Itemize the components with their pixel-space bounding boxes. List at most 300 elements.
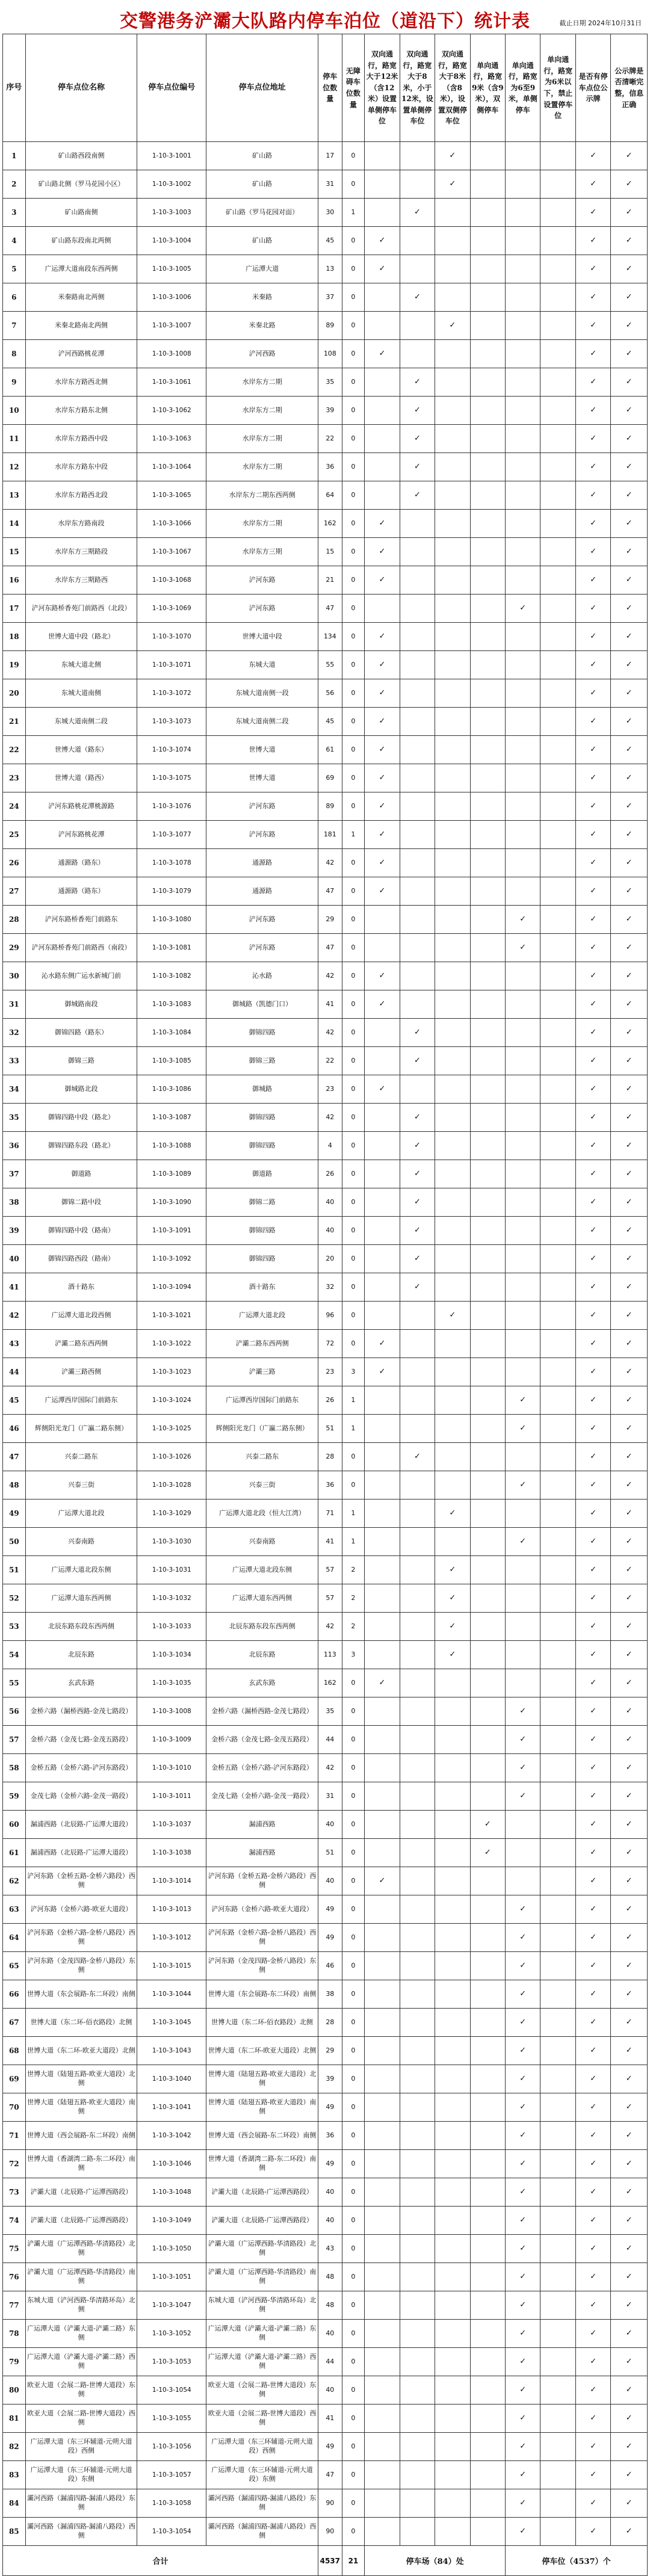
row-check-2 (400, 312, 435, 340)
row-name: 水岸东方路西北段 (25, 481, 137, 510)
row-check-5 (506, 821, 540, 849)
row-code: 1-10-3-1055 (137, 2405, 206, 2433)
row-name: 通源路（路东） (25, 877, 137, 906)
row-check-4 (470, 425, 505, 453)
row-check-4: ✓ (470, 1839, 505, 1867)
row-check-5 (506, 1132, 540, 1160)
row-count: 41 (318, 2405, 342, 2433)
row-name: 水岸东方路东北侧 (25, 397, 137, 425)
table-row (3, 821, 648, 849)
row-check-5 (506, 227, 540, 255)
row-check-5 (506, 453, 540, 481)
row-check-4 (470, 1641, 505, 1669)
row-check-3 (435, 736, 470, 764)
deadline-date: 截止日期 2024年10月31日 (559, 19, 642, 27)
row-address: 浐河东路（金桥五路-金桥六路段）西侧 (206, 1867, 318, 1895)
row-address: 金桥六路（金茂七路-金茂五路段） (206, 1726, 318, 1754)
row-name: 御锦四路中段（路南） (25, 1217, 137, 1245)
row-address: 世博大道（东二环-欧亚大道段）北侧 (206, 2037, 318, 2065)
row-check-8: ✓ (611, 2065, 648, 2093)
row-check-7: ✓ (575, 340, 610, 368)
row-check-1: ✓ (365, 255, 400, 283)
row-no: 38 (3, 1188, 26, 1217)
row-code: 1-10-3-1050 (137, 2235, 206, 2263)
row-name: 御锦四路西段（路南） (25, 1245, 137, 1273)
row-code: 1-10-3-1023 (137, 1358, 206, 1386)
row-check-6 (540, 2009, 575, 2037)
table-row (3, 1952, 648, 1980)
row-check-2 (400, 340, 435, 368)
row-code: 1-10-3-1092 (137, 1245, 206, 1273)
row-check-6 (540, 651, 575, 679)
row-name: 御城路南段 (25, 990, 137, 1019)
row-check-1 (365, 1952, 400, 1980)
row-accessible: 0 (342, 510, 365, 538)
table-row (3, 1924, 648, 1952)
row-check-6 (540, 1217, 575, 1245)
row-count: 69 (318, 764, 342, 792)
row-count: 31 (318, 1782, 342, 1811)
row-count: 29 (318, 2037, 342, 2065)
row-code: 1-10-3-1080 (137, 906, 206, 934)
row-check-7: ✓ (575, 2178, 610, 2207)
row-count: 42 (318, 849, 342, 877)
row-check-5: ✓ (506, 2009, 540, 2037)
row-name: 浐河东路桃花潭桃源路 (25, 792, 137, 821)
row-code: 1-10-3-1091 (137, 1217, 206, 1245)
row-no: 71 (3, 2122, 26, 2150)
row-check-3: ✓ (435, 1302, 470, 1330)
row-count: 38 (318, 1980, 342, 2009)
row-check-3 (435, 425, 470, 453)
row-check-2 (400, 2178, 435, 2207)
row-check-2 (400, 142, 435, 170)
row-count: 49 (318, 1895, 342, 1924)
row-check-6 (540, 255, 575, 283)
row-name: 通源路（路东） (25, 849, 137, 877)
row-check-1 (365, 1132, 400, 1160)
row-check-8: ✓ (611, 283, 648, 312)
summary-lots: 停车场（84）处 (365, 2546, 506, 2576)
table-row (3, 1415, 648, 1443)
row-check-6 (540, 1839, 575, 1867)
row-accessible: 0 (342, 1302, 365, 1330)
row-check-2 (400, 962, 435, 990)
row-code: 1-10-3-1090 (137, 1188, 206, 1217)
row-check-2 (400, 1754, 435, 1782)
row-address: 广运潭大道 (206, 255, 318, 283)
row-check-2: ✓ (400, 453, 435, 481)
row-check-1: ✓ (365, 340, 400, 368)
row-check-8: ✓ (611, 1330, 648, 1358)
row-address: 御城路 (206, 1075, 318, 1104)
row-address: 兴泰南路 (206, 1528, 318, 1556)
row-name: 广运潭大道北段 (25, 1500, 137, 1528)
row-no: 8 (3, 340, 26, 368)
row-accessible: 2 (342, 1556, 365, 1584)
table-row (3, 1613, 648, 1641)
row-check-2 (400, 1584, 435, 1613)
row-check-1 (365, 1613, 400, 1641)
row-check-1 (365, 1895, 400, 1924)
row-no: 62 (3, 1867, 26, 1895)
row-check-7: ✓ (575, 425, 610, 453)
row-check-3 (435, 566, 470, 595)
row-check-6 (540, 1528, 575, 1556)
row-no: 61 (3, 1839, 26, 1867)
row-count: 44 (318, 1726, 342, 1754)
row-check-7: ✓ (575, 1047, 610, 1075)
row-no: 63 (3, 1895, 26, 1924)
row-name: 水岸东方三期路西 (25, 566, 137, 595)
row-check-7: ✓ (575, 2093, 610, 2122)
row-no: 3 (3, 199, 26, 227)
row-name: 浐灞大道（北辰路-广运潭西路段） (25, 2207, 137, 2235)
table-row (3, 764, 648, 792)
row-check-1 (365, 1754, 400, 1782)
row-accessible: 0 (342, 2376, 365, 2405)
row-check-5 (506, 170, 540, 199)
row-check-1 (365, 1273, 400, 1302)
row-no: 12 (3, 453, 26, 481)
row-no: 67 (3, 2009, 26, 2037)
row-check-2 (400, 2291, 435, 2320)
row-no: 30 (3, 962, 26, 990)
row-check-7: ✓ (575, 2291, 610, 2320)
row-address: 金桥五路（金桥六路-浐河东路段） (206, 1754, 318, 1782)
row-check-5: ✓ (506, 2263, 540, 2291)
row-code: 1-10-3-1035 (137, 1669, 206, 1697)
row-check-1: ✓ (365, 538, 400, 566)
table-row (3, 2178, 648, 2207)
row-check-4 (470, 1415, 505, 1443)
row-no: 32 (3, 1019, 26, 1047)
row-check-5: ✓ (506, 2093, 540, 2122)
row-count: 32 (318, 1273, 342, 1302)
header-rule-3: 双向通行，路宽大于8米（含8米），设置双侧停车位 (435, 34, 470, 142)
row-check-5: ✓ (506, 2489, 540, 2518)
row-check-8: ✓ (611, 1924, 648, 1952)
row-check-2 (400, 1386, 435, 1415)
row-check-8: ✓ (611, 962, 648, 990)
table-row (3, 1217, 648, 1245)
row-check-8: ✓ (611, 906, 648, 934)
row-count: 23 (318, 1358, 342, 1386)
row-check-1 (365, 1245, 400, 1273)
row-check-1 (365, 2376, 400, 2405)
row-check-8: ✓ (611, 1613, 648, 1641)
row-count: 47 (318, 934, 342, 962)
row-no: 79 (3, 2348, 26, 2376)
row-count: 40 (318, 1867, 342, 1895)
row-check-1 (365, 1104, 400, 1132)
row-count: 57 (318, 1556, 342, 1584)
row-check-5 (506, 623, 540, 651)
row-check-4 (470, 2433, 505, 2461)
row-check-5 (506, 877, 540, 906)
row-name: 浐灞二路东西两侧 (25, 1330, 137, 1358)
row-check-8: ✓ (611, 651, 648, 679)
row-check-1: ✓ (365, 821, 400, 849)
row-count: 30 (318, 199, 342, 227)
row-no: 42 (3, 1302, 26, 1330)
row-count: 89 (318, 312, 342, 340)
row-check-6 (540, 736, 575, 764)
row-check-6 (540, 764, 575, 792)
row-check-2 (400, 877, 435, 906)
row-check-6 (540, 312, 575, 340)
row-check-1 (365, 2065, 400, 2093)
row-check-1 (365, 934, 400, 962)
row-name: 欧亚大道（会展二路-世博大道段）西侧 (25, 2405, 137, 2433)
header-rule-5: 单向通行，路宽为6至9米，单侧停车 (506, 34, 540, 142)
row-check-7: ✓ (575, 1500, 610, 1528)
row-code: 1-10-3-1038 (137, 1839, 206, 1867)
row-check-6 (540, 340, 575, 368)
row-check-7: ✓ (575, 2009, 610, 2037)
row-check-3 (435, 2178, 470, 2207)
row-code: 1-10-3-1063 (137, 425, 206, 453)
row-count: 22 (318, 425, 342, 453)
row-check-5 (506, 510, 540, 538)
row-check-2: ✓ (400, 1245, 435, 1273)
row-name: 浐河东路桥香苑门前路东 (25, 906, 137, 934)
row-check-1 (365, 1188, 400, 1217)
row-check-5: ✓ (506, 1782, 540, 1811)
row-check-7: ✓ (575, 1697, 610, 1726)
header-row (3, 34, 648, 142)
row-check-4 (470, 1528, 505, 1556)
row-name: 矿山路南侧 (25, 199, 137, 227)
table-row (3, 1839, 648, 1867)
row-check-3 (435, 1245, 470, 1273)
row-count: 162 (318, 1669, 342, 1697)
row-count: 36 (318, 453, 342, 481)
row-count: 49 (318, 2093, 342, 2122)
row-check-8: ✓ (611, 792, 648, 821)
header-rule-2: 双向通行，路宽大于8米，小于12米，设置单侧停车位 (400, 34, 435, 142)
row-check-4 (470, 397, 505, 425)
row-check-3 (435, 934, 470, 962)
row-check-3 (435, 906, 470, 934)
row-check-8: ✓ (611, 2037, 648, 2065)
row-accessible: 0 (342, 2433, 365, 2461)
row-check-4 (470, 1358, 505, 1386)
row-check-7: ✓ (575, 2461, 610, 2489)
row-name: 广运潭大道北段东侧 (25, 1556, 137, 1584)
table-row (3, 170, 648, 199)
row-check-8: ✓ (611, 1669, 648, 1697)
row-no: 14 (3, 510, 26, 538)
row-accessible: 0 (342, 990, 365, 1019)
row-check-4 (470, 566, 505, 595)
row-check-4 (470, 1075, 505, 1104)
row-check-6 (540, 1697, 575, 1726)
row-check-1 (365, 283, 400, 312)
row-check-8: ✓ (611, 510, 648, 538)
row-no: 57 (3, 1726, 26, 1754)
row-accessible: 0 (342, 368, 365, 397)
row-check-4 (470, 1217, 505, 1245)
row-code: 1-10-3-1086 (137, 1075, 206, 1104)
row-address: 广运潭大道北段东侧 (206, 1556, 318, 1584)
row-address: 广运潭西岸国际门前路东 (206, 1386, 318, 1415)
row-check-1: ✓ (365, 990, 400, 1019)
row-check-2 (400, 2037, 435, 2065)
row-name: 世博大道中段（路北） (25, 623, 137, 651)
table-row (3, 425, 648, 453)
row-check-4 (470, 1160, 505, 1188)
row-check-7: ✓ (575, 906, 610, 934)
row-name: 灞河西路（漏浦四路-漏浦八路段）西侧 (25, 2518, 137, 2546)
row-code: 1-10-3-1004 (137, 227, 206, 255)
row-check-2 (400, 227, 435, 255)
row-check-8: ✓ (611, 1075, 648, 1104)
table-row (3, 566, 648, 595)
row-check-2 (400, 2065, 435, 2093)
row-check-6 (540, 566, 575, 595)
row-check-1: ✓ (365, 764, 400, 792)
row-code: 1-10-3-1049 (137, 2207, 206, 2235)
row-check-8: ✓ (611, 1358, 648, 1386)
row-accessible: 0 (342, 2518, 365, 2546)
row-check-1 (365, 1528, 400, 1556)
row-address: 灞河西路（漏浦四路-漏浦八路段）西侧 (206, 2518, 318, 2546)
row-address: 水岸东方二期东西两侧 (206, 481, 318, 510)
row-check-4 (470, 1584, 505, 1613)
row-address: 浐河东路 (206, 566, 318, 595)
row-no: 76 (3, 2263, 26, 2291)
row-address: 广运潭大道（浐灞大道-浐灞二路）西侧 (206, 2348, 318, 2376)
row-no: 70 (3, 2093, 26, 2122)
row-code: 1-10-3-1044 (137, 1980, 206, 2009)
row-check-5: ✓ (506, 2320, 540, 2348)
row-code: 1-10-3-1054 (137, 2518, 206, 2546)
row-check-6 (540, 1613, 575, 1641)
row-check-6 (540, 1245, 575, 1273)
row-check-8: ✓ (611, 1782, 648, 1811)
row-accessible: 0 (342, 764, 365, 792)
row-count: 47 (318, 595, 342, 623)
row-check-1: ✓ (365, 623, 400, 651)
row-accessible: 0 (342, 2065, 365, 2093)
row-check-8: ✓ (611, 2320, 648, 2348)
row-accessible: 0 (342, 2320, 365, 2348)
row-check-1 (365, 2093, 400, 2122)
row-count: 45 (318, 227, 342, 255)
row-address: 世博大道（香湖湾二路-东二环段）南侧 (206, 2150, 318, 2178)
row-check-2: ✓ (400, 1188, 435, 1217)
row-address: 兴泰二路东 (206, 1443, 318, 1471)
row-check-3 (435, 2009, 470, 2037)
row-check-3 (435, 481, 470, 510)
row-no: 69 (3, 2065, 26, 2093)
row-check-6 (540, 1754, 575, 1782)
row-code: 1-10-3-1057 (137, 2461, 206, 2489)
table-row (3, 2489, 648, 2518)
row-check-7: ✓ (575, 962, 610, 990)
table-row (3, 1726, 648, 1754)
row-check-8: ✓ (611, 595, 648, 623)
row-no: 46 (3, 1415, 26, 1443)
row-check-6 (540, 1386, 575, 1415)
header-no: 序号 (3, 34, 26, 142)
row-check-3 (435, 453, 470, 481)
row-accessible: 0 (342, 1132, 365, 1160)
row-check-2 (400, 1302, 435, 1330)
row-address: 御道路 (206, 1160, 318, 1188)
row-count: 64 (318, 481, 342, 510)
row-check-6 (540, 2433, 575, 2461)
row-check-1 (365, 312, 400, 340)
row-check-3: ✓ (435, 142, 470, 170)
row-check-7: ✓ (575, 651, 610, 679)
row-accessible: 0 (342, 651, 365, 679)
row-check-3: ✓ (435, 1641, 470, 1669)
row-check-7: ✓ (575, 990, 610, 1019)
row-address: 矿山路 (206, 227, 318, 255)
row-accessible: 0 (342, 1104, 365, 1132)
row-code: 1-10-3-1089 (137, 1160, 206, 1188)
row-accessible: 0 (342, 1188, 365, 1217)
row-count: 41 (318, 1528, 342, 1556)
row-check-3 (435, 1358, 470, 1386)
table-row (3, 2518, 648, 2546)
row-accessible: 0 (342, 2235, 365, 2263)
row-address: 世博大道（陆翅五路-欧亚大道段）南侧 (206, 2093, 318, 2122)
row-check-3 (435, 764, 470, 792)
row-count: 51 (318, 1415, 342, 1443)
row-check-1 (365, 1160, 400, 1188)
row-check-5 (506, 764, 540, 792)
row-check-7: ✓ (575, 510, 610, 538)
row-check-1: ✓ (365, 736, 400, 764)
row-no: 9 (3, 368, 26, 397)
row-count: 44 (318, 2348, 342, 2376)
row-check-8: ✓ (611, 623, 648, 651)
row-count: 37 (318, 283, 342, 312)
row-check-5: ✓ (506, 2235, 540, 2263)
row-code: 1-10-3-1048 (137, 2178, 206, 2207)
row-name: 浐河东路桥香苑门前路西（北段） (25, 595, 137, 623)
row-check-5: ✓ (506, 2037, 540, 2065)
row-accessible: 0 (342, 340, 365, 368)
row-code: 1-10-3-1074 (137, 736, 206, 764)
header-name: 停车点位名称 (25, 34, 137, 142)
row-check-1: ✓ (365, 679, 400, 708)
row-address: 东城大道南侧二段 (206, 708, 318, 736)
row-check-7: ✓ (575, 1584, 610, 1613)
row-check-5 (506, 1839, 540, 1867)
row-name: 世博大道（香湖湾二路-东二环段）南侧 (25, 2150, 137, 2178)
row-check-2 (400, 906, 435, 934)
row-check-1: ✓ (365, 1330, 400, 1358)
total-label: 合计 (3, 2546, 318, 2576)
table-row (3, 255, 648, 283)
row-check-3: ✓ (435, 1613, 470, 1641)
row-address: 酒十路东 (206, 1273, 318, 1302)
row-check-7: ✓ (575, 595, 610, 623)
table-row (3, 2263, 648, 2291)
row-check-5 (506, 1047, 540, 1075)
row-check-4 (470, 2348, 505, 2376)
row-no: 1 (3, 142, 26, 170)
row-check-6 (540, 1867, 575, 1895)
row-check-5: ✓ (506, 1471, 540, 1500)
row-check-4 (470, 2235, 505, 2263)
row-check-1: ✓ (365, 877, 400, 906)
row-check-6 (540, 1075, 575, 1104)
